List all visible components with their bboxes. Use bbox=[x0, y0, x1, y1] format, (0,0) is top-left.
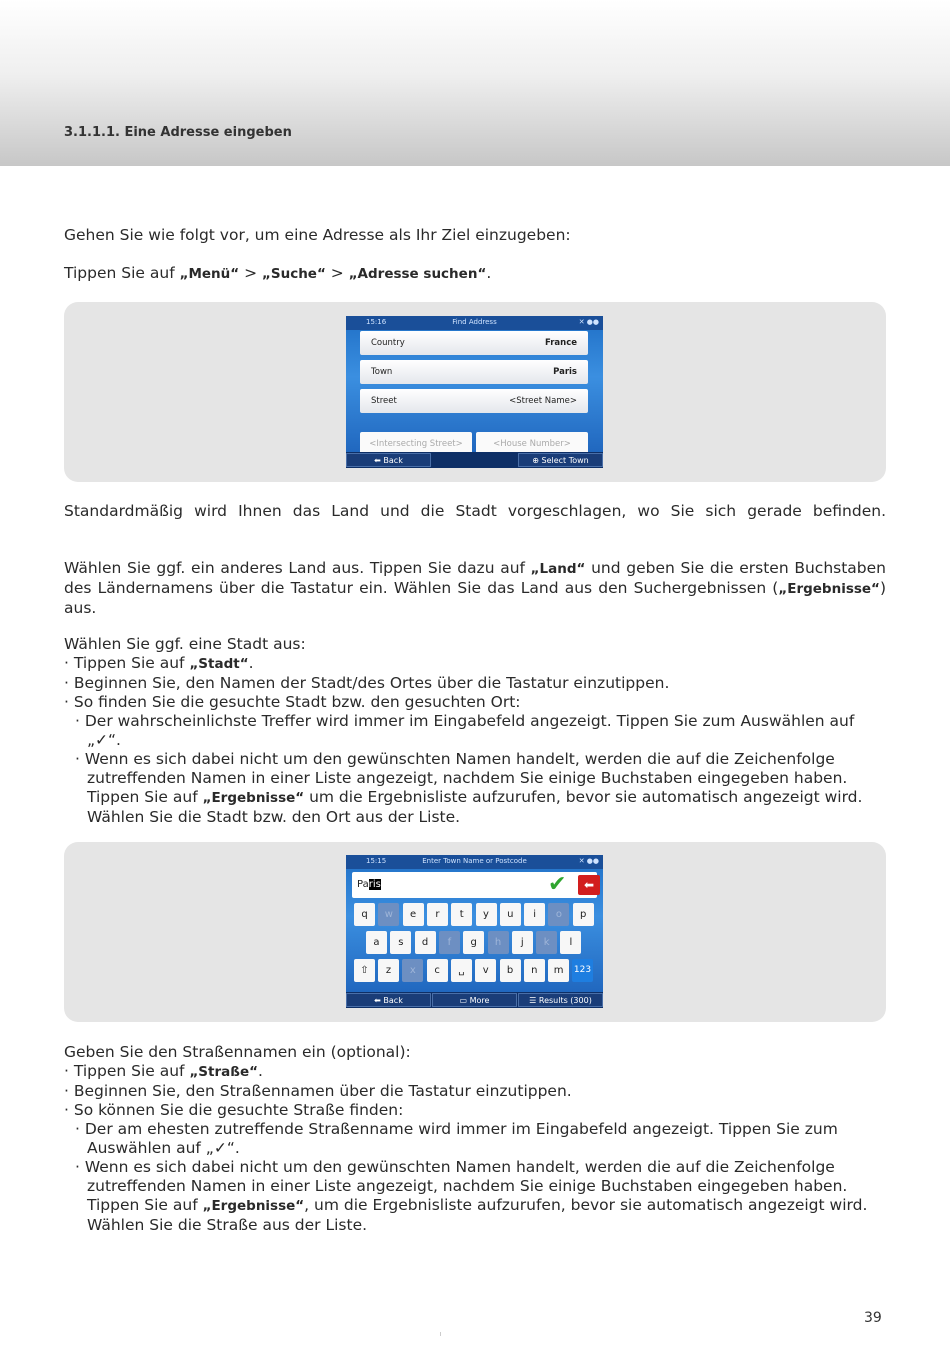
land-keyword: „Land“ bbox=[530, 561, 586, 577]
button-label: Back bbox=[383, 456, 403, 465]
intro-line-1: Gehen Sie wie folgt vor, um eine Adresse als Ihr Ziel einzugeben: bbox=[64, 226, 571, 244]
input-text bbox=[357, 879, 381, 890]
bullet: · Beginnen Sie, den Straßennamen über die Tastatur einzutippen. bbox=[64, 1082, 572, 1100]
text: > bbox=[239, 264, 262, 282]
text: . bbox=[258, 1062, 263, 1080]
paragraph-enter-street bbox=[64, 1043, 886, 1235]
text: Tippen Sie auf bbox=[64, 264, 180, 282]
text: . bbox=[486, 264, 492, 282]
key-x[interactable]: x bbox=[402, 959, 423, 982]
paragraph-default-location: Standardmäßig wird Ihnen das Land und die Stadt vorgeschlagen, wo Sie sich gerade befinden. bbox=[64, 502, 886, 520]
key-u[interactable]: u bbox=[500, 903, 521, 926]
status-icons: ✕ ●● bbox=[578, 857, 599, 865]
key-i[interactable]: i bbox=[524, 903, 545, 926]
country-row[interactable] bbox=[360, 331, 588, 355]
town-row[interactable] bbox=[360, 360, 588, 384]
bullet: · Beginnen Sie, den Namen der Stadt/des Ortes über die Tastatur einzutippen. bbox=[64, 674, 670, 692]
back-button[interactable] bbox=[346, 993, 431, 1007]
shift-key[interactable]: ⇧ bbox=[354, 959, 375, 982]
row-label: Street bbox=[371, 396, 397, 406]
button-label: More bbox=[469, 996, 490, 1005]
search-keyword: „Suche“ bbox=[261, 266, 326, 282]
numbers-key[interactable]: 123 bbox=[572, 959, 593, 982]
bullet bbox=[64, 654, 886, 674]
bullet: · So können Sie die gesuchte Straße finden: bbox=[64, 1101, 404, 1119]
status-icons: ✕ ●● bbox=[578, 318, 599, 326]
back-arrow-icon: ⬅ bbox=[374, 996, 384, 1005]
screen-title: Enter Town Name or Postcode bbox=[422, 857, 527, 865]
clock: 15:16 bbox=[366, 318, 387, 326]
row-label: Country bbox=[371, 338, 405, 348]
row-value: France bbox=[544, 338, 577, 348]
results-button[interactable] bbox=[518, 993, 603, 1007]
menu-keyword: „Menü“ bbox=[179, 266, 240, 282]
key-b[interactable]: b bbox=[500, 959, 521, 982]
section-title: 3.1.1.1. Eine Adresse eingeben bbox=[64, 125, 292, 140]
more-icon: ▭ bbox=[459, 996, 470, 1005]
text: · Wenn es sich dabei nicht um den gewünschten Namen handelt, werden die auf die Zeichenfolge zutreffenden Namen in einer Liste angezeigt, nachdem Sie einige Buchstaben eingegeben haben. Tippen Sie auf bbox=[75, 1158, 848, 1214]
list-icon: ☰ bbox=[529, 996, 539, 1005]
key-v[interactable]: v bbox=[475, 959, 496, 982]
key-z[interactable]: z bbox=[378, 959, 399, 982]
key-y[interactable]: y bbox=[476, 903, 497, 926]
enter-town-screen bbox=[346, 855, 603, 1008]
sub-bullet bbox=[64, 750, 886, 827]
key-p[interactable]: p bbox=[573, 903, 594, 926]
clock: 15:15 bbox=[366, 857, 387, 865]
intro-line-2 bbox=[64, 264, 886, 284]
key-c[interactable]: c bbox=[427, 959, 448, 982]
back-arrow-icon: ⬅ bbox=[374, 456, 384, 465]
text: , um die Ergebnisliste aufzurufen, bevor sie automatisch angezeigt wird. Wählen Sie die Straße aus der Liste. bbox=[87, 1196, 868, 1234]
address-keyword: „Adresse suchen“ bbox=[348, 266, 487, 282]
key-d[interactable]: d bbox=[415, 931, 436, 954]
key-l[interactable]: l bbox=[560, 931, 581, 954]
suggested-text: ris bbox=[368, 879, 381, 890]
text: Wählen Sie ggf. eine Stadt aus: bbox=[64, 635, 306, 653]
text: · Tippen Sie auf bbox=[64, 1062, 190, 1080]
street-row[interactable] bbox=[360, 389, 588, 413]
text: Wählen Sie ggf. ein anderes Land aus. Tippen Sie dazu auf bbox=[64, 559, 531, 577]
find-address-screen bbox=[346, 316, 603, 468]
space-key[interactable]: ␣ bbox=[451, 959, 472, 982]
intersecting-street-button[interactable]: <Intersecting Street> bbox=[360, 432, 472, 456]
key-t[interactable]: t bbox=[451, 903, 472, 926]
page-mark bbox=[440, 1332, 441, 1336]
key-w[interactable]: w bbox=[378, 903, 399, 926]
text: · Tippen Sie auf bbox=[64, 654, 190, 672]
text: · Wenn es sich dabei nicht um den gewünschten Namen handelt, werden die auf die Zeichenfolge zutreffenden Namen in einer Liste angezeigt, nachdem Sie einige Buchstaben eingegeben haben. Tippen Sie auf bbox=[75, 750, 848, 806]
street-keyword: „Straße“ bbox=[189, 1064, 258, 1080]
results-keyword: „Ergebnisse“ bbox=[202, 1198, 305, 1214]
text: > bbox=[325, 264, 349, 282]
key-j[interactable]: j bbox=[512, 931, 533, 954]
page-header bbox=[0, 0, 950, 166]
sub-bullet: · Der am ehesten zutreffende Straßenname wird immer im Eingabefeld angezeigt. Tippen Sie zum Auswählen auf „✓“. bbox=[75, 1120, 838, 1157]
key-s[interactable]: s bbox=[390, 931, 411, 954]
key-h[interactable]: h bbox=[488, 931, 509, 954]
key-e[interactable]: e bbox=[403, 903, 424, 926]
text: um die Ergebnisliste aufzurufen, bevor sie automatisch angezeigt wird. Wählen Sie die Stadt bzw. den Ort aus der Liste. bbox=[87, 788, 863, 826]
text: . bbox=[248, 654, 254, 672]
button-label: Results (300) bbox=[538, 996, 592, 1005]
select-town-button[interactable] bbox=[518, 453, 603, 467]
results-keyword: „Ergebnisse“ bbox=[778, 581, 880, 597]
backspace-icon[interactable]: ⬅ bbox=[578, 875, 600, 895]
row-value: <Street Name> bbox=[509, 396, 577, 406]
key-k[interactable]: k bbox=[536, 931, 557, 954]
bottom-bar bbox=[346, 452, 603, 468]
town-keyword: „Stadt“ bbox=[189, 656, 249, 672]
screen-title: Find Address bbox=[452, 318, 497, 326]
status-bar bbox=[346, 316, 603, 330]
key-q[interactable]: q bbox=[354, 903, 375, 926]
key-o[interactable]: o bbox=[548, 903, 569, 926]
typed-text: Pa bbox=[357, 879, 369, 890]
key-a[interactable]: a bbox=[366, 931, 387, 954]
page-number: 39 bbox=[864, 1310, 882, 1326]
key-m[interactable]: m bbox=[548, 959, 569, 982]
button-label: Back bbox=[383, 996, 403, 1005]
text: ) aus. bbox=[64, 579, 886, 617]
more-button[interactable] bbox=[432, 993, 517, 1007]
checkmark-icon[interactable]: ✔ bbox=[548, 872, 567, 897]
sub-bullet bbox=[64, 1158, 886, 1235]
key-f[interactable]: f bbox=[439, 931, 460, 954]
house-number-button[interactable]: <House Number> bbox=[476, 432, 588, 456]
bottom-bar bbox=[346, 992, 603, 1008]
text: und geben Sie die ersten Buchstaben des Ländernamens über die Tastatur ein. Wählen Sie das Land aus den Suchergebnissen ( bbox=[64, 559, 886, 597]
bullet bbox=[64, 1062, 886, 1082]
key-n[interactable]: n bbox=[524, 959, 545, 982]
back-button[interactable] bbox=[346, 453, 431, 467]
paragraph-select-country bbox=[64, 559, 886, 618]
crosshair-icon: ⊕ bbox=[532, 456, 542, 465]
status-bar bbox=[346, 855, 603, 869]
button-label: Select Town bbox=[541, 456, 589, 465]
town-input[interactable] bbox=[352, 872, 597, 898]
paragraph-select-town bbox=[64, 635, 886, 827]
key-r[interactable]: r bbox=[427, 903, 448, 926]
row-value: Paris bbox=[553, 367, 577, 377]
bullet: · So finden Sie die gesuchte Stadt bzw. den gesuchten Ort: bbox=[64, 693, 521, 711]
results-keyword: „Ergebnisse“ bbox=[202, 790, 305, 806]
row-label: Town bbox=[371, 367, 393, 377]
text: Geben Sie den Straßennamen ein (optional): bbox=[64, 1043, 411, 1061]
sub-bullet: · Der wahrscheinlichste Treffer wird immer im Eingabefeld angezeigt. Tippen Sie zum Auswählen auf „✓“. bbox=[75, 712, 855, 749]
key-g[interactable]: g bbox=[463, 931, 484, 954]
